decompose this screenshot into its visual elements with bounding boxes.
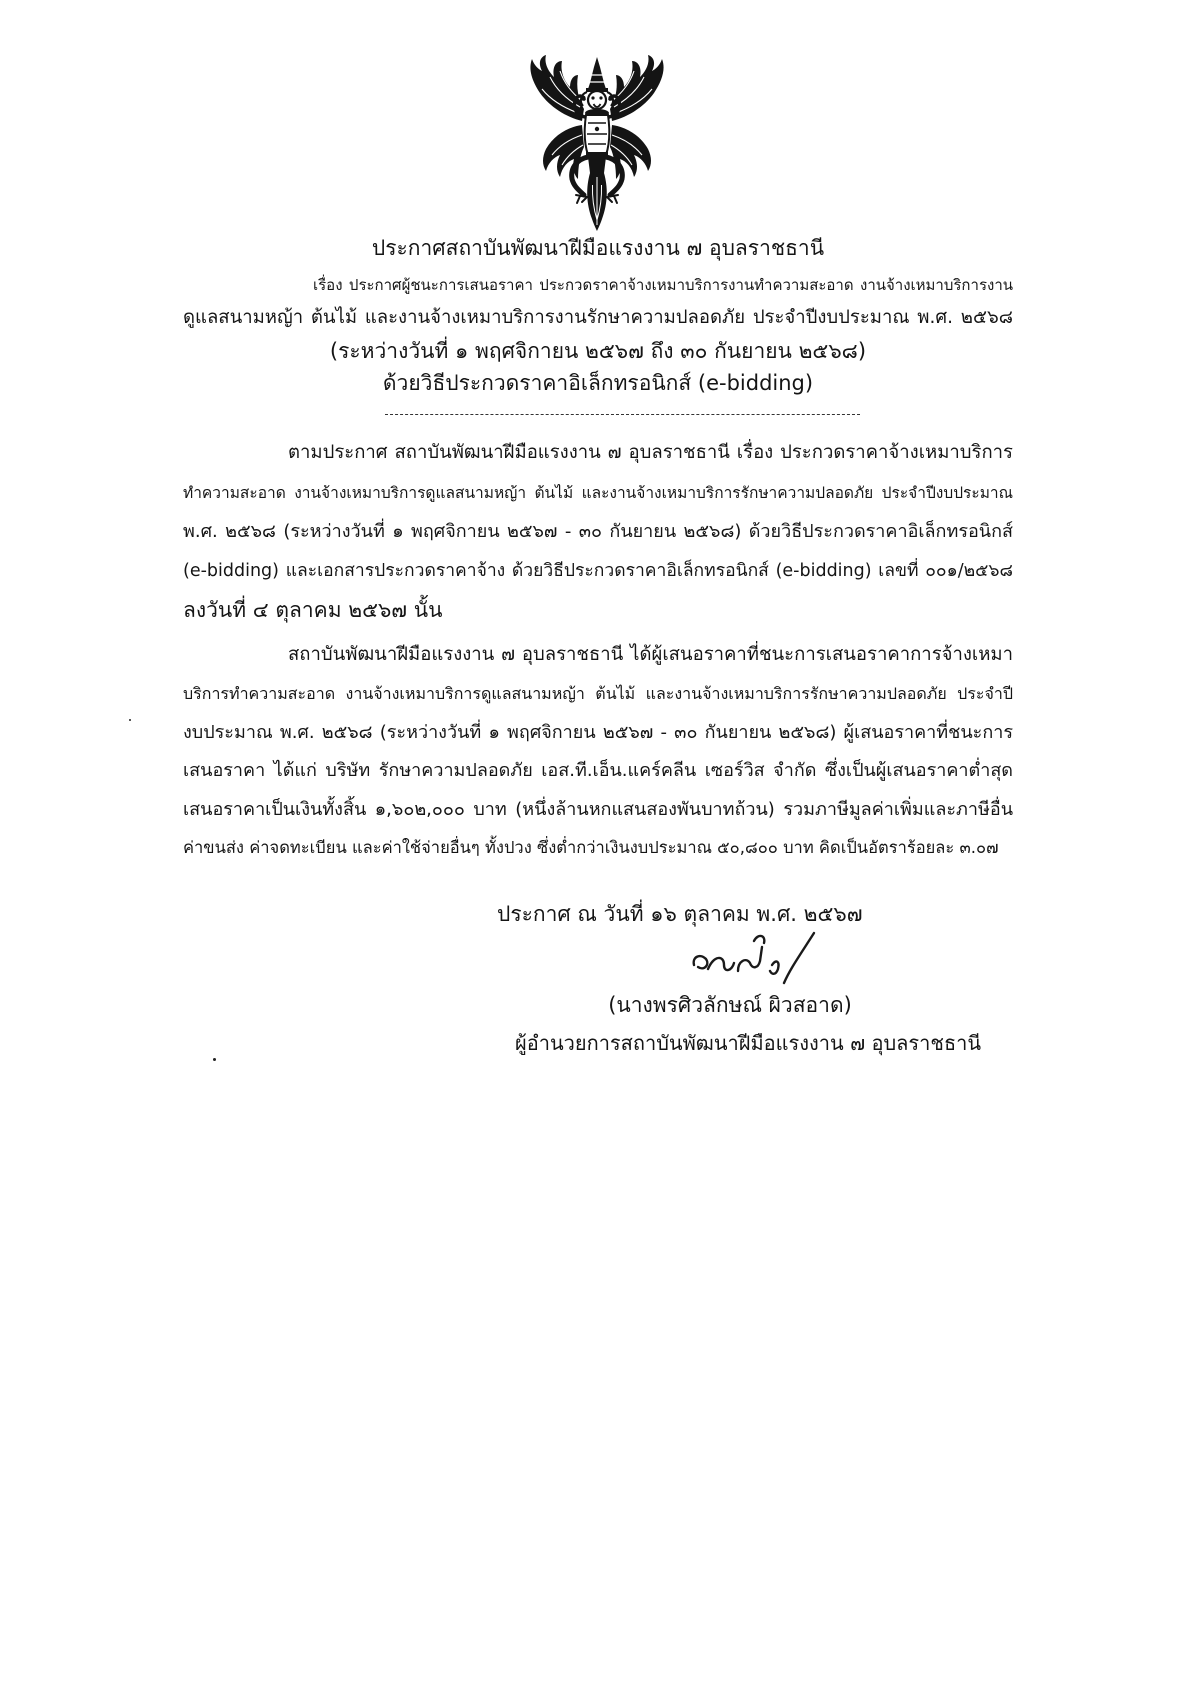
subject-method-line: ด้วยวิธีประกวดราคาอิเล็กทรอนิกส์ (e-bidding) [382, 371, 814, 395]
subject-period-line: (ระหว่างวันที่ ๑ พฤศจิกายน ๒๕๖๗ ถึง ๓๐ กันยายน ๒๕๖๘) [329, 339, 867, 363]
signatory-name: (นางพรศิวลักษณ์ ผิวสอาด) [608, 993, 852, 1017]
paragraph-line: เสนอราคาเป็นเงินทั้งสิ้น ๑,๖๐๒,๐๐๐ บาท (หนึ่งล้านหกแสนสองพันบาทถ้วน) รวมภาษีมูลค่าเพิ่มและภาษีอื่น [183, 799, 1013, 820]
announcement-date: ประกาศ ณ วันที่ ๑๖ ตุลาคม พ.ศ. ๒๕๖๗ [497, 902, 863, 926]
paragraph-line: เสนอราคา ได้แก่ บริษัท รักษาความปลอดภัย เอส.ที.เอ็น.แคร์คลีน เซอร์วิส จำกัด ซึ่งเป็นผู้เสนอราคาต่ำสุด [183, 760, 1013, 781]
garuda-emblem-icon [522, 55, 672, 235]
paragraph-line: บริการทำความสะอาด งานจ้างเหมาบริการดูแลสนามหญ้า ต้นไม้ และงานจ้างเหมาบริการรักษาความปลอดภัย ประจำปี [183, 684, 1013, 703]
signatory-position: ผู้อำนวยการสถาบันพัฒนาฝีมือแรงงาน ๗ อุบลราชธานี [515, 1031, 982, 1055]
paragraph-line: ลงวันที่ ๔ ตุลาคม ๒๕๖๗ นั้น [183, 598, 443, 622]
announcement-title: ประกาศสถาบันพัฒนาฝีมือแรงงาน ๗ อุบลราชธานี [371, 236, 825, 260]
handwritten-signature [688, 925, 833, 987]
scan-speck [129, 719, 131, 721]
paragraph-line: ค่าขนส่ง ค่าจดทะเบียน และค่าใช้จ่ายอื่นๆ ทั้งปวง ซึ่งต่ำกว่าเงินงบประมาณ ๕๐,๘๐๐ บาท คิดเป็นอัตราร้อยละ ๓.๐๗ [183, 838, 999, 857]
paragraph-line: (e-bidding) และเอกสารประกวดราคาจ้าง ด้วยวิธีประกวดราคาอิเล็กทรอนิกส์ (e-bidding) เลขที่ ๐๐๑/๒๕๖๘ [183, 561, 1013, 581]
paragraph-line: ทำความสะอาด งานจ้างเหมาบริการดูแลสนามหญ้า ต้นไม้ และงานจ้างเหมาบริการรักษาความปลอดภัย ประจำปีงบประมาณ [183, 484, 1013, 502]
title-separator [385, 414, 860, 415]
paragraph-line: สถาบันพัฒนาฝีมือแรงงาน ๗ อุบลราชธานี ได้ผู้เสนอราคาที่ชนะการเสนอราคาการจ้างเหมา [288, 644, 1013, 665]
paragraph-line: พ.ศ. ๒๕๖๘ (ระหว่างวันที่ ๑ พฤศจิกายน ๒๕๖๗ - ๓๐ กันยายน ๒๕๖๘) ด้วยวิธีประกวดราคาอิเล็กทรอนิกส์ [183, 521, 1013, 542]
paragraph-line: ตามประกาศ สถาบันพัฒนาฝีมือแรงงาน ๗ อุบลราชธานี เรื่อง ประกวดราคาจ้างเหมาบริการ [288, 442, 1013, 463]
scan-speck [213, 1058, 216, 1061]
subject-line: ดูแลสนามหญ้า ต้นไม้ และงานจ้างเหมาบริการงานรักษาความปลอดภัย ประจำปีงบประมาณ พ.ศ. ๒๕๖๘ [183, 307, 1013, 328]
subject-line: เรื่อง ประกาศผู้ชนะการเสนอราคา ประกวดราคาจ้างเหมาบริการงานทำความสะอาด งานจ้างเหมาบริการงาน [313, 276, 1013, 294]
paragraph-line: งบประมาณ พ.ศ. ๒๕๖๘ (ระหว่างวันที่ ๑ พฤศจิกายน ๒๕๖๗ - ๓๐ กันยายน ๒๕๖๘) ผู้เสนอราคาที่ชนะการ [183, 722, 1013, 743]
